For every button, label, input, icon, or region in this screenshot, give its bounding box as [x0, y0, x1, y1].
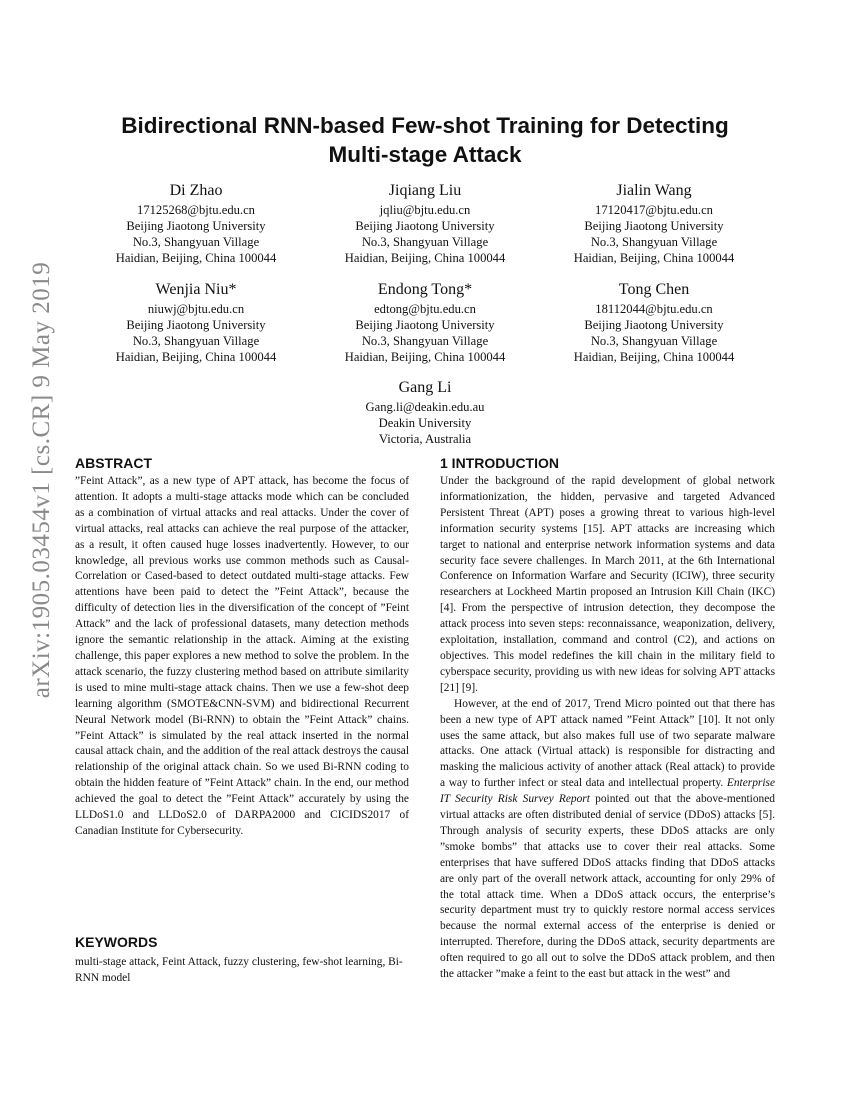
author-email: niuwj@bjtu.edu.cn: [147, 302, 245, 316]
keywords-body: [75, 955, 409, 987]
author-email: edtong@bjtu.edu.cn: [374, 302, 476, 316]
abstract-heading: ABSTRACT: [75, 455, 152, 471]
author-affiliation: Beijing Jiaotong University: [584, 219, 724, 233]
keywords-heading: KEYWORDS: [75, 934, 158, 950]
report-title-italic: Enterprise IT Security Risk Survey Report: [440, 777, 775, 806]
author-address: No.3, Shangyuan Village: [590, 334, 718, 348]
arxiv-stamp: [22, 261, 62, 699]
arxiv-stamp-text: arXiv:1905.03454v1 [cs.CR] 9 May 2019: [28, 261, 55, 699]
author-address: No.3, Shangyuan Village: [132, 334, 260, 348]
author-location: Haidian, Beijing, China 100044: [115, 251, 277, 265]
author-block: [305, 280, 545, 365]
author-block: [534, 280, 774, 365]
author-location: Haidian, Beijing, China 100044: [115, 350, 277, 364]
author-affiliation: Deakin University: [378, 416, 472, 430]
author-name: Endong Tong*: [377, 281, 473, 298]
author-address: Victoria, Australia: [378, 432, 472, 446]
author-block: [76, 280, 316, 365]
intro-paragraph-2-part-1: However, at the end of 2017, Trend Micro pointed out that there has been a new type of APT attack named ”Feint Attack” [10]. It not only uses the same attack, but also makes full use of two separate malware attacks. One attack (Virtual attack) is responsible for distracting and masking the malicious activity of another attack (Real attack) to provide a way to further infect or steal data and intellectual property.: [440, 697, 775, 790]
author-block: [76, 181, 316, 266]
author-name: Jialin Wang: [616, 182, 692, 199]
author-address: No.3, Shangyuan Village: [361, 235, 489, 249]
author-email: 17120417@bjtu.edu.cn: [595, 203, 713, 217]
author-affiliation: Beijing Jiaotong University: [584, 318, 724, 332]
author-affiliation: Beijing Jiaotong University: [126, 219, 266, 233]
intro-paragraph-2-part-2: pointed out that the above-mentioned virtual attacks are often distributed denial of service (DDoS) attacks [5]. Through analysis of security experts, these DDoS attacks are only ”smoke bombs” that attacks use to cover their real attacks. Some enterprises that have suffered DDoS attacks finding that DDoS attacks are only part of the overall network attack, accounting for only 29% of the total attack time. When a DDoS attack occurs, the enterprise’s security department must try to quickly restore normal access services because the normal external access of the enterprise is denied or interrupted. Therefore, during the DDoS attack, security departments are often required to go all out to solve the DDoS attack problem, and then the attacker ”make a feint to the east but attack in the west” and: [440, 793, 775, 981]
introduction-body: [440, 474, 775, 983]
author-address: No.3, Shangyuan Village: [361, 334, 489, 348]
intro-paragraph-1: Under the background of the rapid development of global network informationization, the hidden, pervasive and targeted Advanced Persistent Threat (APT) poses a growing threat to various high-level information security systems [15]. APT attacks are increasing which target to national and enterprise network information systems and data security face severe challenges. In March 2011, at the 6th International Conference on Information Warfare and Security (ICIW), three security researchers at Lockheed Martin proposed an Intrusion Kill Chain (IKC) [4]. From the perspective of intrusion detection, they decompose the attack process into seven steps: reconnaissance, weaponization, delivery, exploitation, installation, command and control (C2), and actions on objectives. This model redefines the kill chain in the military field to cyberspace security, providing us with new ideas for solving APT attacks [21] [9].: [440, 475, 775, 694]
author-address: No.3, Shangyuan Village: [590, 235, 718, 249]
abstract-text: ”Feint Attack”, as a new type of APT attack, has become the focus of attention. It adopts a multi-stage attacks mode which can be concluded as a combination of virtual attacks and real attacks. Under the cover of virtual attacks, real attacks can achieve the real purpose of the attacker, as a result, it often caused huge losses inadvertently. However, to our knowledge, all previous works use common methods such as Causal-Correlation or Cased-based to detect outdated multi-stage attacks. Few attentions have been paid to detect the ”Feint Attack”, because the difficulty of detection lies in the diversification of the concept of ”Feint Attack” and the lack of professional datasets, many detection methods ignore the semantic relationship in the attack. Aiming at the existing challenge, this paper explores a new method to solve the problem. In the attack scenario, the fuzzy clustering method based on attribute similarity is used to mine multi-stage attack chains. Then we use a few-shot deep learning algorithm (SMOTE&CNN-SVM) and bidirectional Recurrent Neural Network model (Bi-RNN) to obtain the ”Feint Attack” chains. ”Feint Attack” is simulated by the real attack inserted in the normal causal attack chain, and the addition of the real attack destroys the causal relationship of the original attack chain. So we used Bi-RNN coding to obtain the hidden feature of ”Feint Attack” chain. In the end, our method achieved the goal to detect the ”Feint Attack” accurately by using the LLDoS1.0 and LLDoS2.0 of DARPA2000 and CICIDS2017 of Canadian Institute for Cybersecurity.: [75, 475, 409, 837]
author-address: No.3, Shangyuan Village: [132, 235, 260, 249]
paper-title: [75, 111, 775, 169]
author-email: 18112044@bjtu.edu.cn: [595, 302, 713, 316]
author-email: 17125268@bjtu.edu.cn: [137, 203, 255, 217]
author-email: jqliu@bjtu.edu.cn: [379, 203, 471, 217]
author-name: Di Zhao: [169, 182, 223, 199]
author-name: Wenjia Niu*: [155, 281, 237, 298]
author-location: Haidian, Beijing, China 100044: [344, 350, 506, 364]
author-affiliation: Beijing Jiaotong University: [355, 219, 495, 233]
author-name: Jiqiang Liu: [388, 182, 462, 199]
abstract-body: [75, 474, 409, 840]
title-line-1: Bidirectional RNN-based Few-shot Training for Detecting: [121, 113, 729, 138]
title-line-2: Multi-stage Attack: [328, 142, 522, 167]
author-location: Haidian, Beijing, China 100044: [573, 350, 735, 364]
author-block: [305, 378, 545, 447]
introduction-heading: 1 INTRODUCTION: [440, 455, 559, 471]
author-block: [305, 181, 545, 266]
intro-paragraph-2: [440, 697, 775, 983]
author-affiliation: Beijing Jiaotong University: [355, 318, 495, 332]
keywords-text: multi-stage attack, Feint Attack, fuzzy clustering, few-shot learning, Bi-RNN model: [75, 956, 403, 984]
author-name: Tong Chen: [618, 281, 690, 298]
author-location: Haidian, Beijing, China 100044: [573, 251, 735, 265]
author-block: [534, 181, 774, 266]
author-affiliation: Beijing Jiaotong University: [126, 318, 266, 332]
author-email: Gang.li@deakin.edu.au: [365, 400, 485, 414]
author-location: Haidian, Beijing, China 100044: [344, 251, 506, 265]
author-name: Gang Li: [398, 379, 452, 396]
